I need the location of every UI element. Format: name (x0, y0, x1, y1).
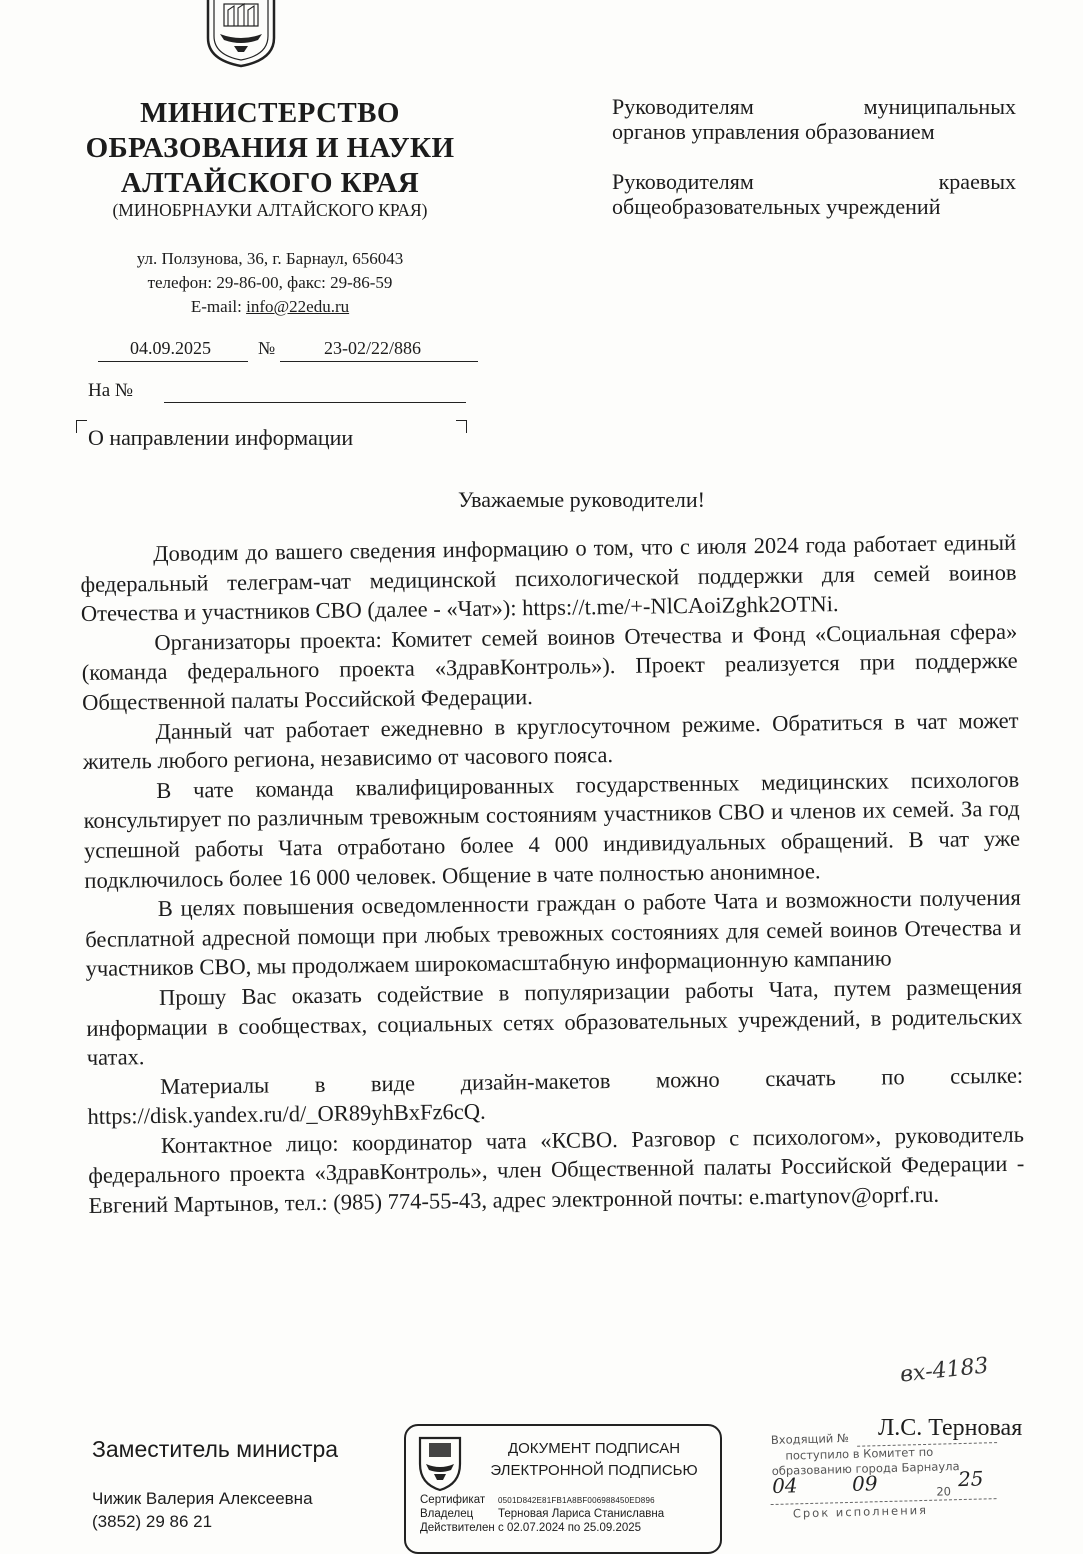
recipient-1-word-2: муниципальных (863, 94, 1016, 119)
stamp-title (472, 1438, 716, 1482)
paragraph: Организаторы проекта: Комитет семей воинов Отечества и Фонд «Социальная сфера» (команда федерального проекта «ЗдравКонтроль»). Проект реализуется при поддержке Общественной палаты Российской Федерации. (81, 618, 1018, 715)
paragraph: Доводим до вашего сведения информацию о том, что с июля 2024 года работает единый федеральный телеграм-чат медицинской психологической поддержки для семей воинов Отечества и участников СВО (далее - «Чат»): https://t.me/+-NlCAoiZghk2OTNi. (80, 529, 1017, 627)
coat-of-arms-emblem (198, 0, 284, 68)
reply-to-label: На № (88, 380, 134, 401)
paragraph: В целях повышения осведомленности граждан о работе Чата и возможности получения бесплатной адресной помощи при любых тревожных состояниях для семей воинов Отечества и участников СВО, мы продолжаем широкомасштабную информационную кампанию (85, 884, 1022, 982)
incoming-month: 09 (851, 1471, 878, 1496)
recipient-1-line-2: органов управления образованием (612, 119, 935, 144)
subject-bracket-right (456, 420, 467, 433)
stamp-owner-value: Терновая Лариса Станиславна (498, 1508, 665, 1520)
recipient-block-1 (612, 94, 1016, 144)
incoming-line-2: поступило в Комитет по (785, 1444, 934, 1463)
paragraph: Контактное лицо: координатор чата «КСВО. Разговор с психологом», руководитель федерального проекта «ЗдравКонтроль», член Общественной палаты Российской Федерации - Евгений Мартынов, тел.: (985) 774-55-43, адрес электронной почты: e.martynov@oprf.ru. (88, 1121, 1025, 1219)
greeting: Уважаемые руководители! (458, 487, 705, 512)
executor-phone: (3852) 29 86 21 (92, 1512, 213, 1531)
stamp-cert-row (420, 1494, 655, 1506)
paragraph: Прошу Вас оказать содействие в популяризации работы Чата, путем размещения информации в сообществах, социальных сетях образовательных учреждений, в родительских чатах. (86, 973, 1023, 1071)
handwritten-incoming-number: вх-4183 (898, 1353, 990, 1388)
registration-row (98, 338, 478, 362)
recipient-2-word-2: краевых (938, 169, 1016, 194)
org-name-line-3: АЛТАЙСКОГО КРАЯ (120, 167, 420, 199)
paragraph: Данный чат работает ежедневно в круглосуточном режиме. Обратиться в чат может житель любого региона, независимо от часового пояса. (82, 707, 1019, 775)
number-sign: № (258, 338, 276, 358)
incoming-label: Входящий № (770, 1430, 850, 1447)
signatory-position: Заместитель министра (92, 1436, 339, 1462)
org-short-name: (МИНОБРНАУКИ АЛТАЙСКОГО КРАЯ) (112, 200, 428, 220)
registration-date: 04.09.2025 (130, 338, 211, 358)
stamp-title-line-1: ДОКУМЕНТ ПОДПИСАН (507, 1440, 681, 1457)
stamp-valid-row (420, 1522, 641, 1534)
recipient-block-2 (612, 169, 1016, 219)
paragraph: Материалы в виде дизайн-макетов можно скачать по ссылке: https://disk.yandex.ru/d/_OR89yhBxFz6cQ. (87, 1062, 1024, 1130)
org-name-line-2: ОБРАЗОВАНИЯ И НАУКИ (85, 132, 455, 164)
registration-number: 23-02/22/886 (324, 338, 421, 358)
stamp-cert-value: 0501D842E81FB1A8BF006988450ED896 (498, 1496, 655, 1505)
stamp-valid-label: Действителен (420, 1522, 495, 1534)
recipient-2-line-2: общеобразовательных учреждений (612, 194, 941, 219)
incoming-deadline-label: Срок исполнения (792, 1502, 929, 1521)
stamp-cert-label: Сертификат (420, 1494, 486, 1506)
org-phone: телефон: 29-86-00, факс: 29-86-59 (147, 273, 393, 292)
org-email-row (60, 295, 480, 319)
email-label: E-mail: (190, 297, 247, 316)
incoming-day: 04 (771, 1473, 798, 1498)
signer-name: Л.С. Терновая (878, 1415, 1023, 1441)
incoming-year: 25 (957, 1466, 984, 1492)
letter-body (80, 528, 1025, 1221)
e-signature-stamp (404, 1424, 722, 1554)
email-link[interactable]: info@22edu.ru (246, 297, 350, 316)
stamp-owner-label: Владелец (420, 1508, 474, 1520)
stamp-title-line-2: ЭЛЕКТРОННОЙ ПОДПИСЬЮ (490, 1462, 698, 1479)
incoming-line-3: образованию города Барнаула (771, 1459, 960, 1478)
stamp-emblem-icon (414, 1434, 466, 1492)
org-address: ул. Ползунова, 36, г. Барнаул, 656043 (136, 249, 404, 268)
org-name-line-1: МИНИСТЕРСТВО (140, 97, 400, 129)
recipient-1-word-1: Руководителям (612, 94, 754, 119)
executor-info (92, 1487, 313, 1533)
subject-bracket-left (76, 420, 87, 433)
reply-to-line (164, 402, 466, 403)
stamp-valid-value: с 02.07.2024 по 25.09.2025 (498, 1522, 642, 1534)
paragraph: В чате команда квалифицированных государственных медицинских психологов консультирует по различным тревожным состояниям участников СВО и членов их семей. За год успешной работы Чата отработано более 4 000 индивидуальных обращений. В чат уже подключилось более 16 000 человек. Общение в чате полностью анонимное. (83, 766, 1021, 893)
recipient-2-word-1: Руководителям (612, 169, 754, 194)
executor-name: Чижик Валерия Алексеевна (92, 1489, 313, 1508)
subject-line: О направлении информации (88, 425, 354, 450)
stamp-owner-row (420, 1508, 664, 1520)
incoming-year-prefix: 20 (936, 1484, 952, 1499)
